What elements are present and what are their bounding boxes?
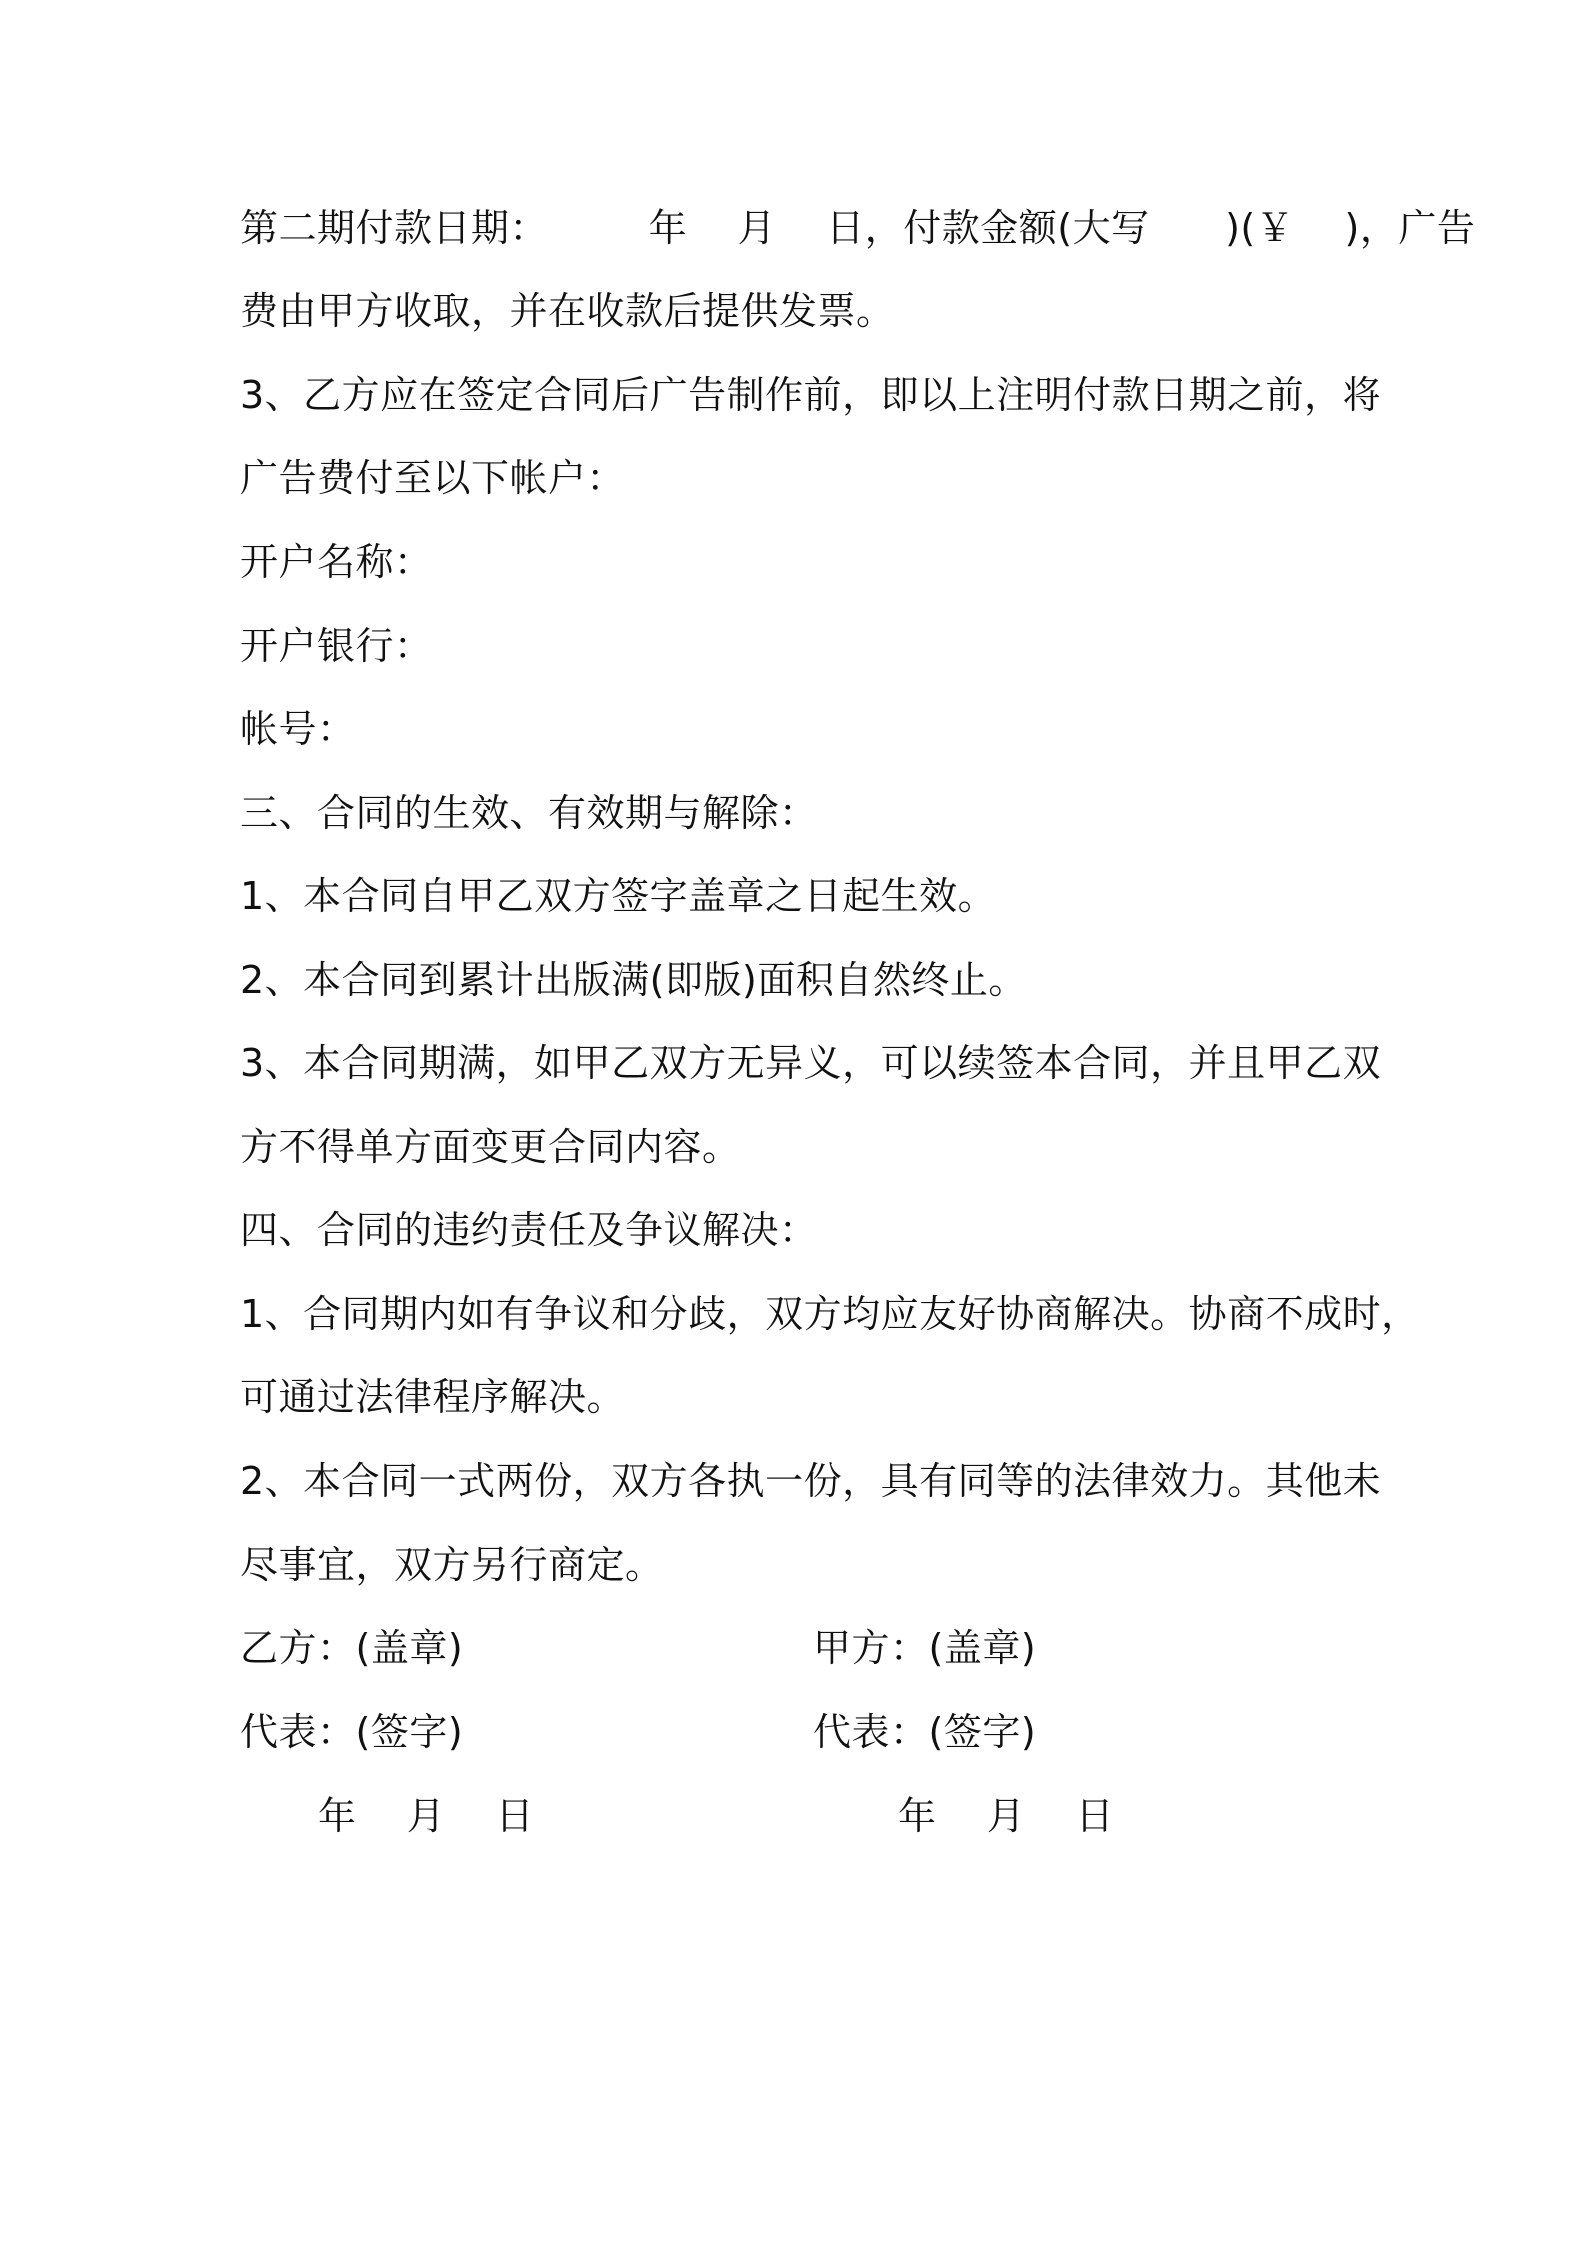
- party-b-seal: 乙方：(盖章): [240, 1626, 464, 1670]
- party-a-representative: 代表：(签字): [813, 1710, 1037, 1754]
- section-3-clause-3-cont: 方不得单方面变更合同内容。: [240, 1125, 741, 1169]
- account-bank-label: 开户银行：: [240, 624, 433, 668]
- section-3-clause-1: 1、本合同自甲乙双方签字盖章之日起生效。: [240, 874, 997, 918]
- account-number-label: 帐号：: [240, 707, 356, 751]
- payment-date-line: 第二期付款日期： 年 月 日，付款金额(大写 )(￥ )，广告: [240, 206, 1476, 250]
- invoice-line: 费由甲方收取，并在收款后提供发票。: [240, 289, 895, 333]
- account-intro-line: 广告费付至以下帐户：: [240, 456, 626, 500]
- clause-3-line: 3、乙方应在签定合同后广告制作前，即以上注明付款日期之前，将: [240, 373, 1382, 417]
- section-4-clause-2: 2、本合同一式两份，双方各执一份，具有同等的法律效力。其他未: [240, 1459, 1382, 1503]
- party-a-date: 年 月 日: [898, 1794, 1115, 1838]
- party-a-seal: 甲方：(盖章): [813, 1626, 1037, 1670]
- section-3-clause-3: 3、本合同期满，如甲乙双方无异义，可以续签本合同，并且甲乙双: [240, 1041, 1382, 1085]
- account-name-label: 开户名称：: [240, 540, 433, 584]
- section-3-clause-2: 2、本合同到累计出版满(即版)面积自然终止。: [240, 958, 1027, 1002]
- party-b-date: 年 月 日: [318, 1794, 535, 1838]
- section-4-clause-1: 1、合同期内如有争议和分歧，双方均应友好协商解决。协商不成时，: [240, 1292, 1420, 1336]
- section-4-clause-2-cont: 尽事宜，双方另行商定。: [240, 1543, 664, 1587]
- section-4-heading: 四、合同的违约责任及争议解决：: [240, 1208, 818, 1252]
- section-4-clause-1-cont: 可通过法律程序解决。: [240, 1375, 626, 1419]
- section-3-heading: 三、合同的生效、有效期与解除：: [240, 791, 818, 835]
- party-b-representative: 代表：(签字): [240, 1710, 464, 1754]
